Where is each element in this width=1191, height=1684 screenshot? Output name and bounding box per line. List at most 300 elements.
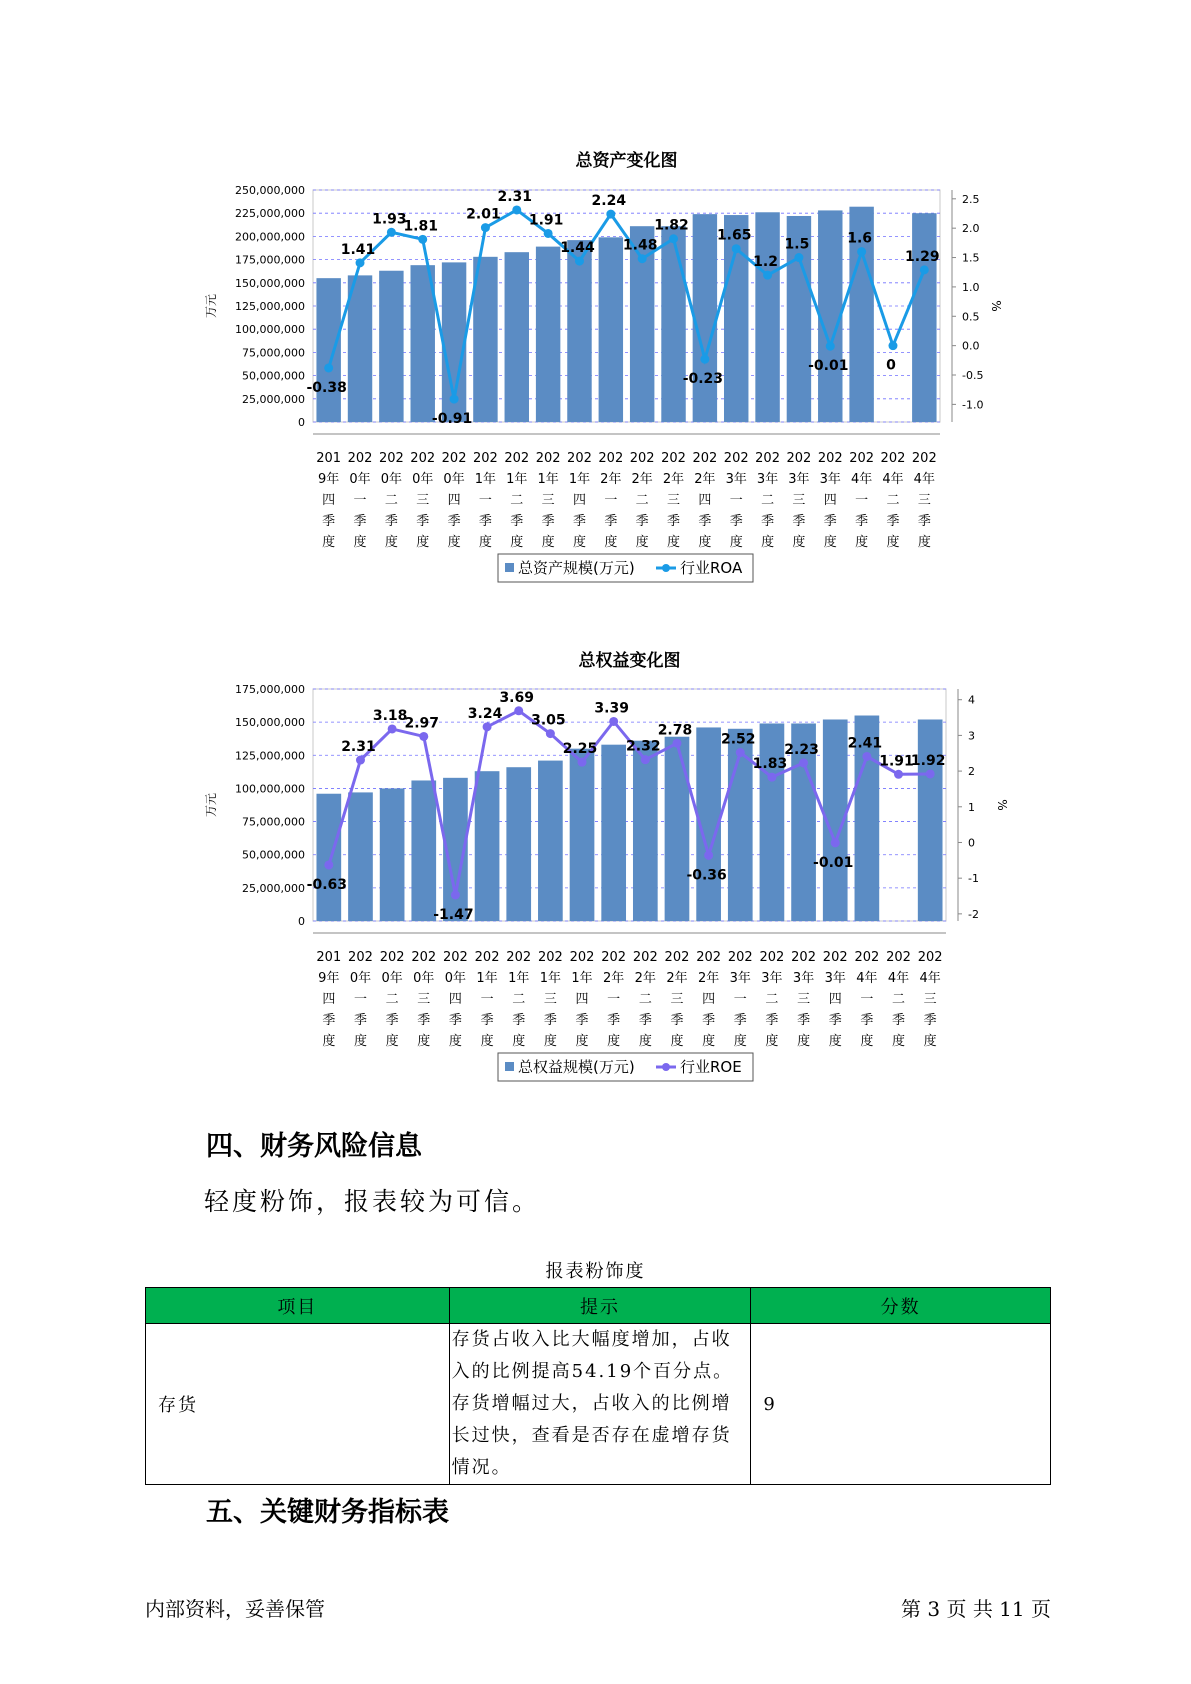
- data-label: 1.81: [403, 218, 438, 235]
- left-tick-label: 0: [298, 915, 305, 928]
- x-tick-label: 季: [923, 1013, 937, 1028]
- left-tick-label: 150,000,000: [235, 276, 305, 290]
- x-tick-label: 202: [822, 950, 848, 965]
- legend-line-marker: [662, 1063, 670, 1071]
- x-tick-label: 季: [322, 514, 336, 529]
- bar: [665, 737, 690, 921]
- x-tick-label: 季: [670, 1013, 684, 1028]
- bar: [760, 723, 785, 921]
- line-point: [324, 860, 333, 869]
- x-tick-label: 2年: [662, 472, 685, 487]
- left-tick-label: 100,000,000: [235, 782, 305, 796]
- x-tick-label: 度: [797, 1034, 811, 1049]
- x-tick-label: 度: [541, 535, 555, 550]
- x-tick-label: 度: [353, 1034, 367, 1049]
- x-tick-label: 2年: [666, 971, 688, 986]
- x-tick-label: 一: [353, 992, 367, 1007]
- right-tick-label: -2: [968, 907, 979, 921]
- data-label: -0.63: [306, 876, 348, 893]
- data-label: 1.83: [752, 756, 788, 773]
- left-tick-label: 0: [298, 416, 305, 429]
- line-point: [672, 739, 681, 748]
- right-tick-label: 3: [968, 729, 975, 743]
- line-point: [920, 265, 929, 274]
- line-point: [704, 851, 713, 860]
- line-point: [512, 205, 521, 214]
- x-tick-label: 202: [723, 451, 749, 466]
- table-row: [146, 1324, 1051, 1485]
- legend-bar-label: 总资产规模(万元): [518, 559, 635, 577]
- line-point: [831, 838, 840, 847]
- section-four-title: 四、财务风险信息: [206, 1131, 422, 1162]
- data-label: 2.31: [341, 739, 376, 756]
- x-tick-label: 度: [447, 535, 461, 550]
- x-tick-label: 202: [911, 451, 937, 466]
- data-label: 2.32: [626, 738, 661, 755]
- x-tick-label: 202: [854, 950, 880, 965]
- x-tick-label: 度: [917, 535, 931, 550]
- right-axis-label: %: [995, 799, 1009, 811]
- x-tick-label: 202: [849, 451, 875, 466]
- x-tick-label: 季: [353, 514, 367, 529]
- x-tick-label: 1年: [537, 472, 559, 487]
- x-tick-label: 季: [322, 1013, 336, 1028]
- line-point: [418, 235, 427, 244]
- header-score: 分数: [751, 1288, 1051, 1324]
- x-tick-label: 度: [575, 1034, 589, 1049]
- x-tick-label: 二: [510, 493, 524, 508]
- line-point: [387, 228, 396, 237]
- x-tick-label: 度: [384, 535, 398, 550]
- line-point: [736, 748, 745, 757]
- x-tick-label: 3年: [788, 472, 810, 487]
- data-label: 3.69: [499, 689, 534, 706]
- bar: [348, 275, 372, 422]
- line-point: [794, 253, 803, 262]
- x-tick-label: 四: [322, 992, 336, 1007]
- x-tick-label: 0年: [349, 971, 372, 986]
- x-tick-label: 四: [447, 493, 461, 508]
- x-tick-label: 度: [416, 535, 430, 550]
- data-label: 1.6: [847, 230, 873, 247]
- legend-line-label: 行业ROE: [680, 1058, 742, 1076]
- x-tick-label: 四: [702, 992, 716, 1007]
- line-point: [763, 271, 772, 280]
- left-tick-label: 75,000,000: [242, 815, 305, 829]
- x-tick-label: 度: [448, 1034, 462, 1049]
- bar: [661, 226, 685, 422]
- x-tick-label: 季: [448, 1013, 462, 1028]
- x-tick-label: 三: [923, 992, 937, 1007]
- x-tick-label: 202: [474, 950, 500, 965]
- line-point: [888, 341, 897, 350]
- line-point: [700, 355, 709, 364]
- x-tick-label: 季: [917, 514, 931, 529]
- x-tick-label: 0年: [444, 971, 467, 986]
- x-tick-label: 三: [417, 992, 431, 1007]
- x-tick-label: 三: [797, 992, 811, 1007]
- x-tick-label: 3年: [819, 472, 841, 487]
- x-tick-label: 202: [567, 451, 592, 466]
- x-tick-label: 季: [478, 514, 492, 529]
- x-tick-label: 四: [448, 992, 462, 1007]
- x-tick-label: 度: [607, 1034, 621, 1049]
- x-tick-label: 季: [607, 1013, 621, 1028]
- x-tick-label: 季: [823, 514, 837, 529]
- data-label: -0.91: [431, 411, 473, 428]
- x-tick-label: 三: [667, 493, 681, 508]
- x-tick-label: 季: [761, 514, 775, 529]
- x-tick-label: 度: [892, 1034, 906, 1049]
- x-tick-label: 度: [667, 535, 681, 550]
- x-tick-label: 二: [638, 992, 652, 1007]
- bar: [538, 761, 563, 921]
- bar: [536, 247, 560, 422]
- x-tick-label: 度: [828, 1034, 842, 1049]
- bar: [411, 780, 436, 921]
- data-label: 2.78: [657, 722, 693, 739]
- right-tick-label: 1.5: [962, 251, 980, 265]
- line-point: [826, 342, 835, 351]
- data-label: -0.38: [306, 379, 347, 396]
- x-tick-label: 4年: [913, 472, 935, 487]
- x-tick-label: 1年: [568, 472, 591, 487]
- x-tick-label: 四: [828, 992, 842, 1007]
- left-tick-label: 125,000,000: [235, 300, 305, 313]
- chart-title: 总资产变化图: [575, 151, 678, 171]
- x-tick-label: 202: [410, 451, 436, 466]
- x-tick-label: 二: [635, 493, 649, 508]
- x-tick-label: 度: [353, 535, 367, 550]
- x-tick-label: 一: [855, 493, 869, 508]
- x-tick-label: 1年: [476, 971, 498, 986]
- data-label: 2.97: [404, 715, 440, 732]
- legend-line-marker: [662, 564, 670, 572]
- x-tick-label: 3年: [729, 971, 751, 986]
- x-tick-label: 2年: [603, 971, 625, 986]
- bar: [567, 240, 591, 422]
- x-tick-label: 0年: [412, 472, 434, 487]
- x-tick-label: 二: [892, 992, 906, 1007]
- line-point: [514, 706, 523, 715]
- x-tick-label: 202: [537, 950, 563, 965]
- data-label: 1.82: [654, 217, 689, 234]
- x-tick-label: 202: [880, 451, 906, 466]
- x-tick-label: 一: [478, 493, 492, 508]
- x-tick-label: 三: [541, 493, 555, 508]
- x-tick-label: 度: [572, 535, 586, 550]
- x-tick-label: 季: [797, 1013, 811, 1028]
- line-point: [767, 773, 776, 782]
- x-tick-label: 0年: [443, 472, 465, 487]
- x-tick-label: 0年: [380, 472, 403, 487]
- total-equity-chart-svg: [0, 640, 1191, 1100]
- right-axis-label: %: [989, 300, 1003, 312]
- x-tick-label: 一: [860, 992, 874, 1007]
- x-tick-label: 季: [702, 1013, 716, 1028]
- line-point: [451, 890, 460, 899]
- line-point: [578, 758, 587, 767]
- right-tick-label: 1.0: [962, 280, 980, 294]
- right-tick-label: 1: [968, 800, 975, 814]
- x-tick-label: 202: [473, 451, 498, 466]
- x-tick-label: 季: [575, 1013, 589, 1028]
- data-label: 2.01: [466, 206, 501, 223]
- x-tick-label: 季: [733, 1013, 747, 1028]
- data-label: -0.36: [686, 867, 727, 884]
- left-tick-label: 25,000,000: [242, 881, 305, 895]
- x-tick-label: 2年: [600, 472, 622, 487]
- data-label: 1.29: [905, 248, 940, 265]
- risk-table: [145, 1287, 1051, 1485]
- x-tick-label: 季: [886, 514, 900, 529]
- x-tick-label: 度: [886, 535, 900, 550]
- bar: [316, 794, 341, 921]
- data-label: 2.23: [784, 741, 819, 758]
- x-tick-label: 202: [696, 950, 722, 965]
- x-tick-label: 季: [860, 1013, 874, 1028]
- x-tick-label: 4年: [850, 472, 873, 487]
- bar: [506, 767, 531, 921]
- x-tick-label: 度: [670, 1034, 684, 1049]
- bar: [475, 771, 500, 921]
- line-point: [388, 724, 397, 733]
- line-point: [483, 722, 492, 731]
- left-tick-label: 25,000,000: [242, 392, 305, 406]
- legend-bar-label: 总权益规模(万元): [518, 1058, 635, 1076]
- row-score: 9: [751, 1324, 1051, 1485]
- data-label: -0.23: [682, 371, 724, 388]
- x-tick-label: 9年: [318, 472, 340, 487]
- row-hint: 存货占收入比大幅度增加，占收入的比例提高54.19个百分点。存货增幅过大，占收入的比例增长过快，查看是否存在虚增存货情况。: [449, 1324, 751, 1485]
- x-tick-label: 二: [384, 493, 398, 508]
- line-point: [894, 770, 903, 779]
- bar: [348, 792, 373, 921]
- x-tick-label: 0年: [413, 971, 435, 986]
- x-tick-label: 度: [417, 1034, 431, 1049]
- x-tick-label: 202: [411, 950, 437, 965]
- x-tick-label: 202: [601, 950, 627, 965]
- x-tick-label: 一: [604, 493, 618, 508]
- left-tick-label: 250,000,000: [235, 184, 305, 197]
- left-tick-label: 225,000,000: [235, 207, 305, 221]
- x-tick-label: 度: [923, 1034, 937, 1049]
- x-tick-label: 度: [792, 535, 806, 550]
- data-label: 2.25: [562, 741, 598, 758]
- table-header-row: [146, 1288, 1051, 1324]
- bar: [380, 788, 405, 921]
- x-tick-label: 四: [575, 992, 589, 1007]
- bar: [599, 237, 623, 422]
- x-tick-label: 3年: [756, 472, 779, 487]
- x-tick-label: 202: [791, 950, 816, 965]
- bar: [379, 271, 403, 422]
- line-point: [419, 732, 428, 741]
- x-tick-label: 度: [698, 535, 712, 550]
- x-tick-label: 202: [629, 451, 655, 466]
- x-tick-label: 3年: [761, 971, 783, 986]
- x-tick-label: 度: [604, 535, 618, 550]
- x-tick-label: 201: [316, 950, 342, 965]
- data-label: 2.41: [847, 735, 883, 752]
- bar: [601, 745, 626, 921]
- line-point: [575, 257, 584, 266]
- left-tick-label: 50,000,000: [242, 848, 305, 862]
- x-tick-label: 202: [917, 950, 943, 965]
- x-tick-label: 一: [733, 992, 747, 1007]
- x-tick-label: 季: [417, 1013, 431, 1028]
- x-tick-label: 3年: [792, 971, 815, 986]
- line-point: [669, 234, 678, 243]
- left-axis-label: 万元: [204, 792, 218, 818]
- right-tick-label: 0.0: [962, 339, 980, 353]
- x-tick-label: 1年: [539, 971, 562, 986]
- x-tick-label: 季: [353, 1013, 367, 1028]
- x-tick-label: 季: [510, 514, 524, 529]
- x-tick-label: 202: [598, 451, 624, 466]
- x-tick-label: 度: [860, 1034, 874, 1049]
- x-tick-label: 2年: [694, 472, 716, 487]
- x-tick-label: 度: [733, 1034, 747, 1049]
- x-tick-label: 二: [512, 992, 526, 1007]
- bar: [570, 749, 595, 921]
- x-tick-label: 202: [727, 950, 753, 965]
- x-tick-label: 季: [638, 1013, 652, 1028]
- x-tick-label: 202: [664, 950, 690, 965]
- bar: [755, 212, 779, 422]
- x-tick-label: 季: [385, 1013, 399, 1028]
- data-label: 1.91: [528, 212, 564, 229]
- x-tick-label: 一: [607, 992, 621, 1007]
- data-label: 1.48: [622, 237, 658, 254]
- x-tick-label: 3年: [824, 971, 846, 986]
- x-tick-label: 1年: [571, 971, 593, 986]
- left-tick-label: 175,000,000: [235, 253, 305, 267]
- x-tick-label: 三: [416, 493, 430, 508]
- line-point: [450, 395, 459, 404]
- x-tick-label: 202: [817, 451, 843, 466]
- x-tick-label: 季: [635, 514, 649, 529]
- x-tick-label: 4年: [919, 971, 941, 986]
- x-tick-label: 季: [604, 514, 618, 529]
- bar: [633, 741, 658, 921]
- x-tick-label: 2年: [631, 472, 653, 487]
- x-tick-label: 度: [702, 1034, 716, 1049]
- x-tick-label: 季: [512, 1013, 526, 1028]
- x-tick-label: 202: [504, 451, 530, 466]
- x-tick-label: 202: [443, 950, 468, 965]
- bar: [693, 214, 717, 422]
- bar: [505, 252, 529, 422]
- right-tick-label: 2: [968, 765, 975, 779]
- x-tick-label: 季: [416, 514, 430, 529]
- x-tick-label: 202: [348, 950, 373, 965]
- x-tick-label: 4年: [856, 971, 878, 986]
- data-label: 3.18: [372, 707, 408, 724]
- data-label: 1.2: [753, 254, 778, 271]
- line-point: [641, 755, 650, 764]
- x-tick-label: 202: [786, 451, 812, 466]
- footer-page-number: 第 3 页 共 11 页: [901, 1597, 1051, 1621]
- left-tick-label: 125,000,000: [235, 749, 305, 763]
- x-tick-label: 季: [541, 514, 555, 529]
- line-point: [546, 729, 555, 738]
- x-tick-label: 202: [379, 950, 405, 965]
- data-label: 2.31: [497, 188, 533, 205]
- x-tick-label: 季: [892, 1013, 906, 1028]
- x-tick-label: 季: [828, 1013, 842, 1028]
- right-tick-label: 4: [968, 693, 975, 707]
- x-tick-label: 1年: [506, 472, 528, 487]
- x-tick-label: 度: [322, 535, 336, 550]
- x-tick-label: 202: [886, 950, 911, 965]
- chart-title: 总权益变化图: [578, 651, 681, 671]
- x-tick-label: 202: [759, 950, 785, 965]
- left-tick-label: 175,000,000: [235, 683, 305, 696]
- x-tick-label: 度: [855, 535, 869, 550]
- x-tick-label: 202: [441, 451, 467, 466]
- total-equity-chart: [0, 640, 1191, 1100]
- x-tick-label: 201: [316, 451, 342, 466]
- row-item: 存货: [146, 1324, 450, 1485]
- x-tick-label: 三: [917, 493, 931, 508]
- x-tick-label: 度: [729, 535, 743, 550]
- right-tick-label: -1.0: [962, 398, 984, 412]
- left-tick-label: 50,000,000: [242, 369, 305, 383]
- x-tick-label: 202: [347, 451, 373, 466]
- header-hint: 提示: [449, 1288, 751, 1324]
- line-point: [926, 769, 935, 778]
- x-tick-label: 4年: [882, 472, 904, 487]
- line-point: [862, 752, 871, 761]
- right-tick-label: 0: [968, 836, 975, 850]
- line-point: [799, 758, 808, 767]
- bar: [316, 278, 340, 422]
- right-tick-label: 2.5: [962, 192, 980, 206]
- legend-bar-swatch: [505, 563, 514, 572]
- x-tick-label: 度: [510, 535, 524, 550]
- x-tick-label: 202: [569, 950, 595, 965]
- data-label: 3.24: [467, 705, 503, 722]
- x-tick-label: 季: [855, 514, 869, 529]
- data-label: -0.01: [813, 854, 854, 871]
- x-tick-label: 202: [632, 950, 658, 965]
- x-tick-label: 季: [765, 1013, 779, 1028]
- left-tick-label: 150,000,000: [235, 716, 305, 730]
- left-tick-label: 200,000,000: [235, 230, 305, 244]
- x-tick-label: 四: [322, 493, 336, 508]
- line-point: [356, 756, 365, 765]
- header-item: 项目: [146, 1288, 450, 1324]
- x-tick-label: 度: [761, 535, 775, 550]
- x-tick-label: 202: [661, 451, 686, 466]
- x-tick-label: 1年: [508, 971, 530, 986]
- line-point: [638, 254, 647, 263]
- x-tick-label: 季: [480, 1013, 494, 1028]
- right-tick-label: 2.0: [962, 222, 980, 236]
- x-tick-label: 四: [698, 493, 712, 508]
- x-tick-label: 0年: [381, 971, 403, 986]
- data-label: 3.39: [594, 700, 629, 717]
- line-point: [324, 363, 333, 372]
- x-tick-label: 季: [572, 514, 586, 529]
- data-label: -1.47: [433, 906, 474, 923]
- line-point: [732, 244, 741, 253]
- data-label: 0: [886, 357, 896, 374]
- data-label: 1.91: [879, 753, 914, 770]
- bar: [912, 213, 936, 422]
- data-label: 3.05: [531, 712, 566, 729]
